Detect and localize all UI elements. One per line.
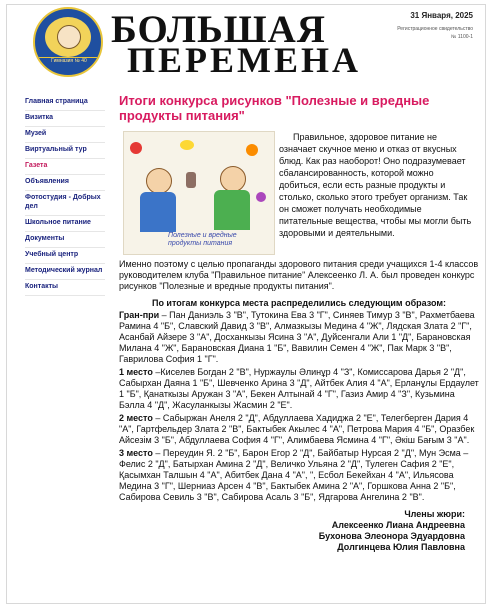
third-place-list	[119, 448, 479, 503]
child-left-icon	[146, 168, 172, 194]
first-place-label: 1 место	[119, 367, 153, 377]
site-header	[7, 5, 485, 81]
site-title-line1: БОЛЬШАЯ	[111, 8, 326, 51]
registration-note: Регистрационное свидетельство № 1100-1	[397, 26, 473, 40]
third-place-names: – Переудин Я. 2 "Б", Барон Егор 2 "Д", Байбатыр Нурсая 2 "Д", Мун Эсма – Фелис 2 "Д", Батырхан Амина 2 "Д", Величко Ульяна 2 "Д", Тулеген Сафия 2 "Е", Қасымхан Талшын 4 "А", Абитбек Дана 4 "А", ", Есбол Бекейхан 4 "А", Ильясова Медина 3 "Г", Шерниаз Арсен 4 "В", Бактыбек Амина 2 "А", Горшкова Анна 2 "Б", Сабирова Севиль 3 "В", Сабирова Асаль 3 "Б", Ядгарова Ангелина 2 "В".	[119, 448, 469, 502]
child-right-body	[214, 190, 250, 230]
nav-item-home[interactable]: Главная страница	[25, 95, 105, 111]
jury-title: Члены жюри:	[404, 509, 465, 519]
jury-member: Алексеенко Лиана Андреевна	[331, 520, 465, 530]
nav-item-newspaper[interactable]: Газета	[25, 159, 105, 175]
grape-icon	[256, 192, 266, 202]
nav-item-announcements[interactable]: Объявления	[25, 175, 105, 191]
sidebar-nav	[25, 95, 105, 296]
jury-block	[119, 509, 479, 553]
orange-icon	[246, 144, 258, 156]
nav-item-photostudio[interactable]: Фотостудия - Добрых дел	[25, 191, 105, 216]
grand-prix-list	[119, 310, 479, 365]
logo-text: Гимназия № 40	[51, 58, 87, 64]
first-place-names: –Киселев Богдан 2 "В", Нуржаулы Әлинұр 4 "З", Комиссарова Дарья 2 "Д", Сабырхан Даяна 1 "Б", Шевченко Арина 3 "Д", Айтбек Алия 4 "А", Ерланұлы Ердаулет 1 "Б", Қанаткызы Аружан 3 "А", Бекен Алтынай 4 "Г", Газиз Амир 4 "З", Кузьмина Бэлла 4 "Д", Жасуланкызы Жасмин 2 "Е".	[119, 367, 479, 410]
second-place-label: 2 место	[119, 413, 153, 423]
jury-member: Бухонова Элеонора Эдуардовна	[318, 531, 465, 541]
logo-face-icon	[57, 25, 81, 49]
article-intro	[119, 131, 479, 259]
second-place-list	[119, 413, 479, 446]
nav-item-card[interactable]: Визитка	[25, 111, 105, 127]
issue-date: 31 Января, 2025	[410, 11, 473, 20]
article	[119, 93, 479, 553]
contest-drawing-image	[123, 131, 275, 255]
intro-paragraph: Правильное, здоровое питание не означает скучное меню и отказ от вкусных блюд. Как раз наоборот! Оно подразумевает сбалансированность, которой можно добиться, если есть разные продукты и столько, сколько этого требует организм. Так он сможет получать необходимые питательные вещества, чтобы мы могли быть здоровыми и деятельными.	[279, 132, 472, 238]
results-heading: По итогам конкурса места распределились следующим образом:	[151, 298, 447, 308]
child-left-body	[140, 192, 176, 232]
bottle-icon	[186, 172, 196, 188]
site-title-line2: ПЕРЕМЕНА	[127, 40, 362, 80]
nav-item-documents[interactable]: Документы	[25, 232, 105, 248]
nav-item-training-center[interactable]: Учебный центр	[25, 248, 105, 264]
jury-member: Долгинцева Юлия Павловна	[337, 542, 465, 552]
first-place-list	[119, 367, 479, 411]
third-place-label: 3 место	[119, 448, 153, 458]
nav-item-methodical-journal[interactable]: Методический журнал	[25, 264, 105, 280]
nav-item-contacts[interactable]: Контакты	[25, 280, 105, 296]
school-logo[interactable]	[33, 7, 103, 77]
nav-item-school-food[interactable]: Школьное питание	[25, 216, 105, 232]
contest-paragraph: Именно поэтому с целью пропаганды здорового питания среди учащихся 1-4 классов руководителем клуба "Правильное питание" Алексеенко Л. А. был проведен конкурс рисунков "Полезные и вредные продукты питания".	[119, 259, 479, 291]
child-right-icon	[220, 166, 246, 192]
page	[6, 4, 486, 604]
apple-icon	[130, 142, 142, 154]
second-place-names: – Сабыржан Анеля 2 "Д", Абдуллаева Хадиджа 2 "Е", Телегберген Дария 4 "А", Гартфельдер Злата 2 "В", Бактыбек Акылес 4 "А", Петрова Мария 4 "Б", Оразбек Айсезім 3 "Б", Абдуллаева София 4 "Г", Алимбаева Ясмина 4 "Г", Әкіш Бағым 3 "А".	[119, 413, 475, 445]
drawing-caption: Полезные и вредные продукты питания	[168, 232, 237, 247]
grand-prix-label: Гран-при	[119, 310, 160, 320]
nav-item-virtual-tour[interactable]: Виртуальный тур	[25, 143, 105, 159]
grand-prix-names: – Пан Даниэль 3 "В", Тутокина Ева 3 "Г", Синяев Тимур 3 "В", Рахметбаева Рамина 4 "Б", Славский Давид 3 "В", Алмазкызы Медина 4 "Ж", Лядская Злата 2 "Г", Асанбай Айзере 3 "А", Досханкызы Ясина 3 "А", Дуйсенгали Али 1 "Д", Барановская Милана 4 "Ж", Барановская Диана 1 "Б", Вавилин Семен 4 "Ж", Пак Марк 3 "В", Гаврилова София 1 "Г".	[119, 310, 475, 364]
lemon-icon	[180, 140, 194, 150]
nav-item-museum[interactable]: Музей	[25, 127, 105, 143]
article-title: Итоги конкурса рисунков "Полезные и вредные продукты питания"	[119, 93, 430, 123]
